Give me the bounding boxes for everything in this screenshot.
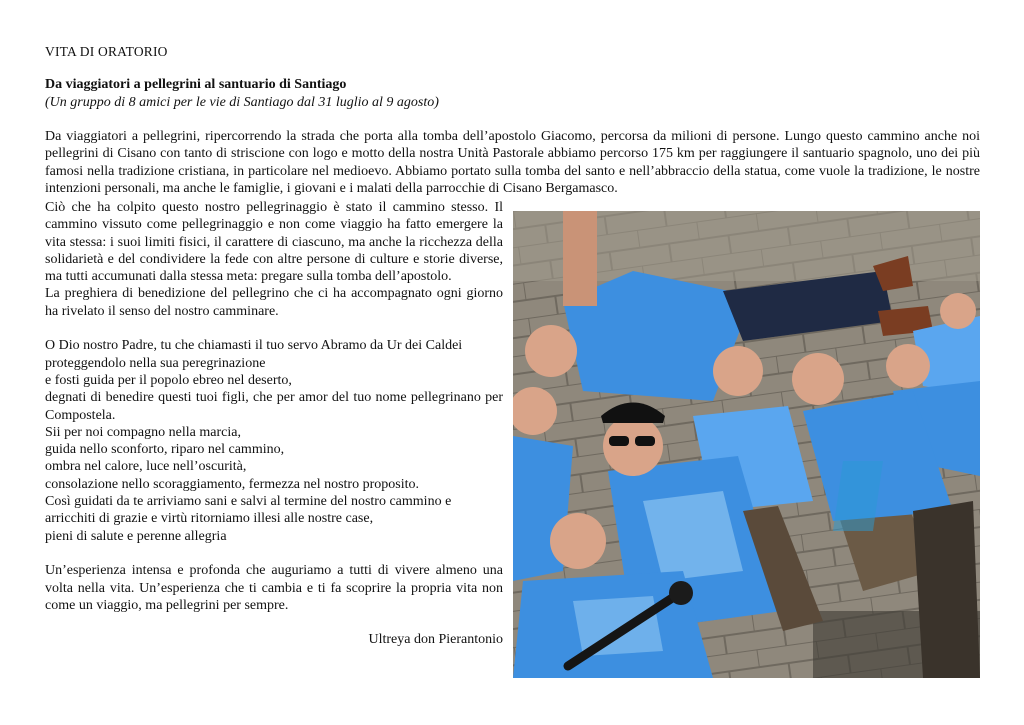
prayer-line: Così guidati da te arriviamo sani e salvi al termine del nostro cammino e: [45, 494, 452, 510]
prayer-block: [45, 337, 503, 545]
article-title: Da viaggiatori a pellegrini al santuario di Santiago: [45, 77, 347, 92]
prayer-line: consolazione nello scoraggiamento, fermezza nel nostro proposito.: [45, 476, 419, 492]
prayer-line: e fosti guida per il popolo ebreo nel deserto,: [45, 372, 292, 388]
experience-paragraph: Ciò che ha colpito questo nostro pellegrinaggio è stato il cammino stesso. Il cammino vissuto come pellegrinaggio e non come viaggio ha fatto emergere la vita stessa: i suoi limiti fisici, il carattere di ciascuno, ma anche la ricchezza della solidarietà e del condividere la fede con altre persone di culture e storie diverse, ma tutti accumunati dalla stessa meta: pregare sulla tomba dell’apostolo.: [45, 200, 503, 285]
blessing-paragraph: La preghiera di benedizione del pellegrino che ci ha accompagnato ogni giorno ha rivelato il senso del nostro camminare.: [45, 286, 503, 319]
section-label: VITA DI ORATORIO: [45, 44, 168, 59]
prayer-line: pieni di salute e perenne allegria: [45, 528, 227, 544]
left-column: [45, 199, 503, 649]
prayer-line: Sii per noi compagno nella marcia,: [45, 424, 241, 440]
group-photo: [513, 211, 980, 678]
signature: Ultreya don Pierantonio: [368, 632, 503, 648]
closing-paragraph: Un’esperienza intensa e profonda che auguriamo a tutti di vivere almeno una volta nella vita. Un’esperienza che ti cambia e ti fa scoprire la propria vita non come un viaggio, ma pellegrini per sempre.: [45, 563, 503, 613]
article-subtitle: (Un gruppo di 8 amici per le vie di Santiago dal 31 luglio al 9 agosto): [45, 95, 439, 110]
prayer-line: guida nello sconforto, riparo nel cammino,: [45, 442, 285, 458]
prayer-line: O Dio nostro Padre, tu che chiamasti il tuo servo Abramo da Ur dei Caldei: [45, 338, 463, 354]
prayer-line: proteggendolo nella sua peregrinazione: [45, 355, 266, 371]
prayer-line: ombra nel calore, luce nell’oscurità,: [45, 459, 247, 475]
intro-paragraph: Da viaggiatori a pellegrini, ripercorrendo la strada che porta alla tomba dell’apostolo Giacomo, percorsa da milioni di persone. Lungo questo cammino anche noi pellegrini di Cisano con tanto di striscione con logo e motto della nostra Unità Pastorale abbiamo percorso 175 km per raggiungere il santuario spagnolo, uno dei più famosi nella tradizione cristiana, in particolare nel medioevo. Abbiamo portato sulla tomba del santo e nell’abbraccio della statua, come vuole la tradizione, le nostre intenzioni personali, ma anche le famiglie, i giovani e i malati della parrocchie di Cisano Bergamasco.: [45, 129, 980, 196]
prayer-line: degnati di benedire questi tuoi figli, che per amor del tuo nome pellegrinano per Compostela.: [45, 390, 503, 423]
group-photo-illustration: [513, 211, 980, 678]
prayer-line: arricchiti di grazie e virtù ritorniamo illesi alle nostre case,: [45, 511, 374, 527]
